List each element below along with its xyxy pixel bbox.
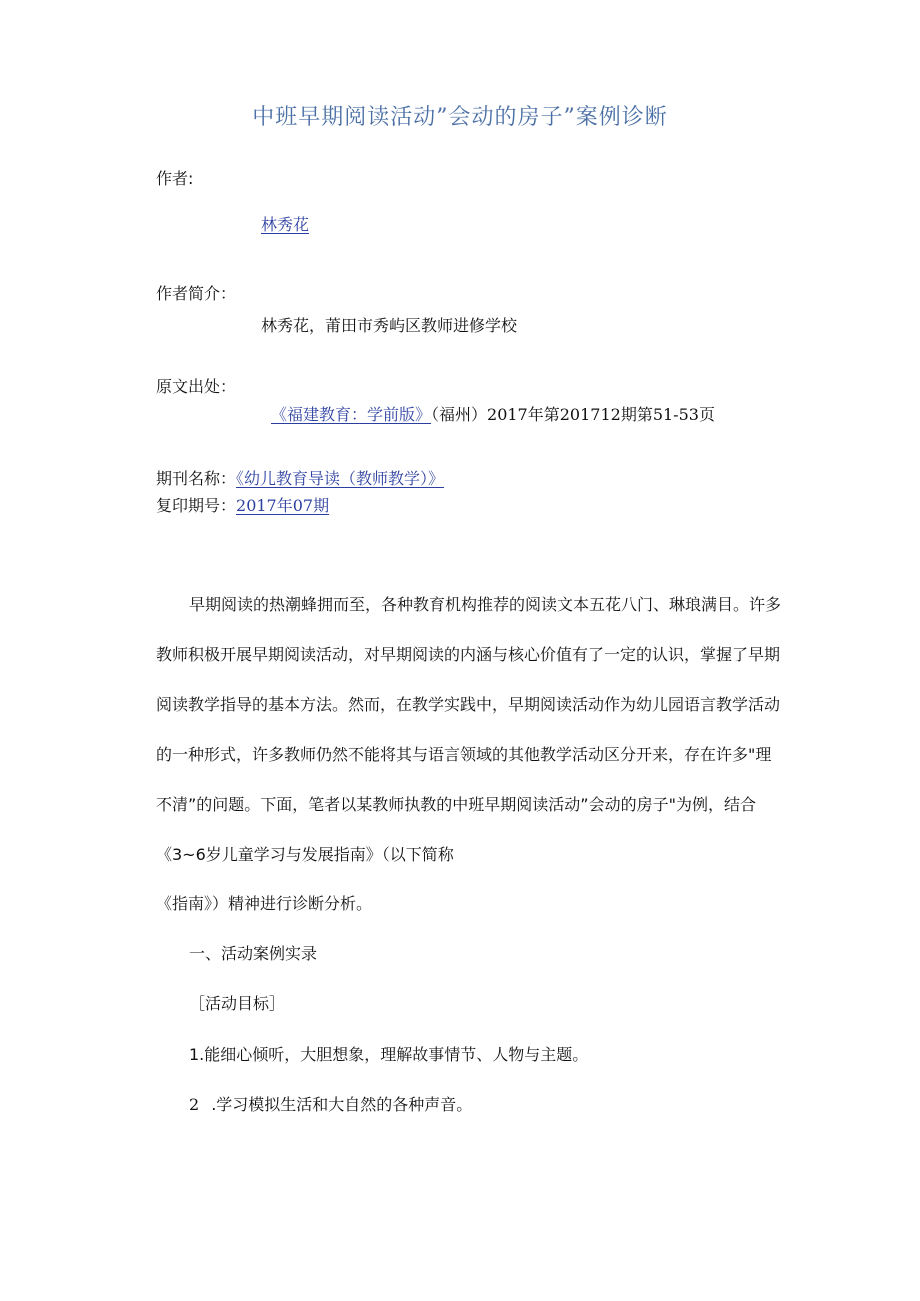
section-heading: 一、活动案例实录 — [189, 944, 318, 963]
body-line-5: 不清”的问题。下面，笔者以某教师执教的中班早期阅读活动”会动的房子"为例，结合 — [156, 795, 756, 814]
periodical-row — [156, 466, 444, 489]
body-line-2: 教师积极开展早期阅读活动，对早期阅读的内涵与核心价值有了一定的认识，掌握了早期 — [156, 645, 781, 664]
goal-heading: ［活动目标］ — [189, 994, 286, 1013]
goal-item-2-text: .学习模拟生活和大自然的各种声音。 — [211, 1095, 473, 1114]
body-line-3: 阅读教学指导的基本方法。然而，在教学实践中，早期阅读活动作为幼儿园语言教学活动 — [156, 695, 781, 714]
author-label: 作者: — [156, 169, 194, 188]
goal-item-1: 1.能细心倾听，大胆想象，理解故事情节、人物与主题。 — [189, 1045, 589, 1064]
reprint-row — [156, 493, 329, 516]
bio-text: 林秀花，莆田市秀屿区教师进修学校 — [261, 316, 518, 335]
body-line-1: 早期阅读的热潮蜂拥而至，各种教育机构推荐的阅读文本五花八门、琳琅满目。许多 — [189, 595, 782, 614]
source-line — [271, 402, 715, 425]
periodical-label: 期刊名称： — [156, 469, 237, 488]
goal-item-2-number: 2 — [189, 1095, 200, 1114]
body-line-4: 的一种形式，许多教师仍然不能将其与语言领域的其他教学活动区分开来，存在许多"理 — [156, 745, 772, 764]
periodical-link[interactable]: 《幼儿教育导读（教师教学）》 — [236, 469, 445, 488]
page-title: 中班早期阅读活动”会动的房子”案例诊断 — [252, 105, 668, 130]
body-line-7: 《指南》）精神进行诊断分析。 — [156, 894, 373, 913]
reprint-label: 复印期号： — [156, 496, 237, 515]
goal-item-2 — [189, 1092, 472, 1115]
source-detail: （福州）2017年第201712期第51-53页 — [431, 405, 715, 424]
source-journal-link[interactable]: 《福建教育：学前版》 — [271, 405, 432, 424]
source-label: 原文出处： — [156, 377, 237, 396]
reprint-issue-link[interactable]: 2017年07期 — [236, 496, 330, 515]
bio-label: 作者简介： — [156, 284, 237, 303]
body-line-6: 《3~6岁儿童学习与发展指南》（以下简称 — [156, 845, 454, 864]
author-name-link[interactable]: 林秀花 — [261, 215, 310, 234]
